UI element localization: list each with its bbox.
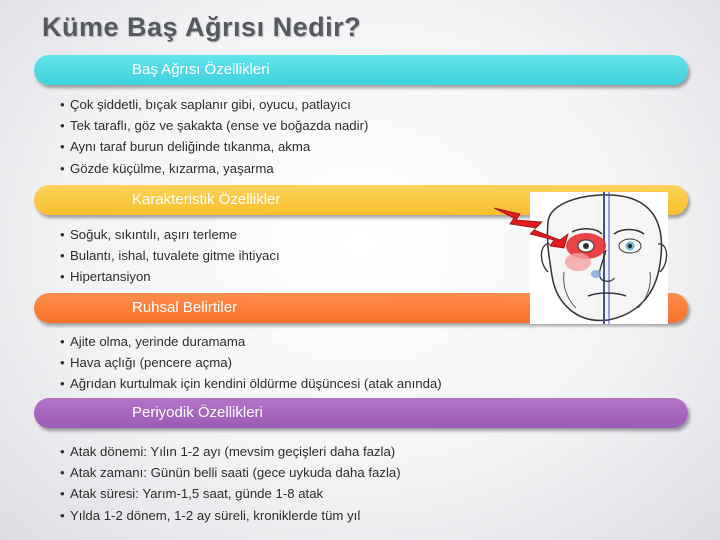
list-item: • Çok şiddetli, bıçak saplanır gibi, oyucu, patlayıcı [60, 97, 351, 112]
page-title: Küme Baş Ağrısı Nedir? [42, 12, 362, 42]
list-item: • Bulantı, ishal, tuvalete gitme ihtiyacı [60, 248, 280, 264]
list-item: • Hava açlığı (pencere açma) [60, 355, 232, 371]
section-list-bas-agrisi [60, 94, 368, 179]
section-heading-karakteristik: Karakteristik Özellikler [34, 185, 688, 215]
list-item: • Gözde küçülme, kızarma, yaşarma [60, 160, 274, 176]
section-list-karakteristik [60, 224, 280, 288]
list-item: • Ajite olma, yerinde duramama [60, 334, 246, 349]
list-item: • Atak zamanı: Günün belli saati (gece uykuda daha fazla) [60, 465, 401, 481]
section-heading-ruhsal: Ruhsal Belirtiler [34, 293, 688, 323]
list-item: • Yılda 1-2 dönem, 1-2 ay süreli, kroniklerde tüm yıl [60, 507, 361, 523]
list-item: • Hipertansiyon [60, 269, 151, 285]
list-item: • Atak dönemi: Yılın 1-2 ayı (mevsim geçişleri daha fazla) [60, 444, 396, 459]
list-item: • Soğuk, sıkıntılı, aşırı terleme [60, 227, 238, 242]
list-item: • Atak süresi: Yarım-1,5 saat, günde 1-8 atak [60, 486, 324, 502]
list-item: • Ağrıdan kurtulmak için kendini öldürme düşüncesi (atak anında) [60, 376, 442, 392]
section-heading-bas-agrisi: Baş Ağrısı Özellikleri [34, 55, 688, 85]
cluster-headache-face-icon [490, 192, 680, 324]
section-heading-periyodik: Periyodik Özellikleri [34, 398, 688, 428]
section-list-ruhsal [60, 331, 442, 395]
section-list-periyodik [60, 441, 401, 526]
list-item: • Aynı taraf burun deliğinde tıkanma, akma [60, 139, 311, 155]
list-item: • Tek taraflı, göz ve şakakta (ense ve boğazda nadir) [60, 118, 369, 134]
